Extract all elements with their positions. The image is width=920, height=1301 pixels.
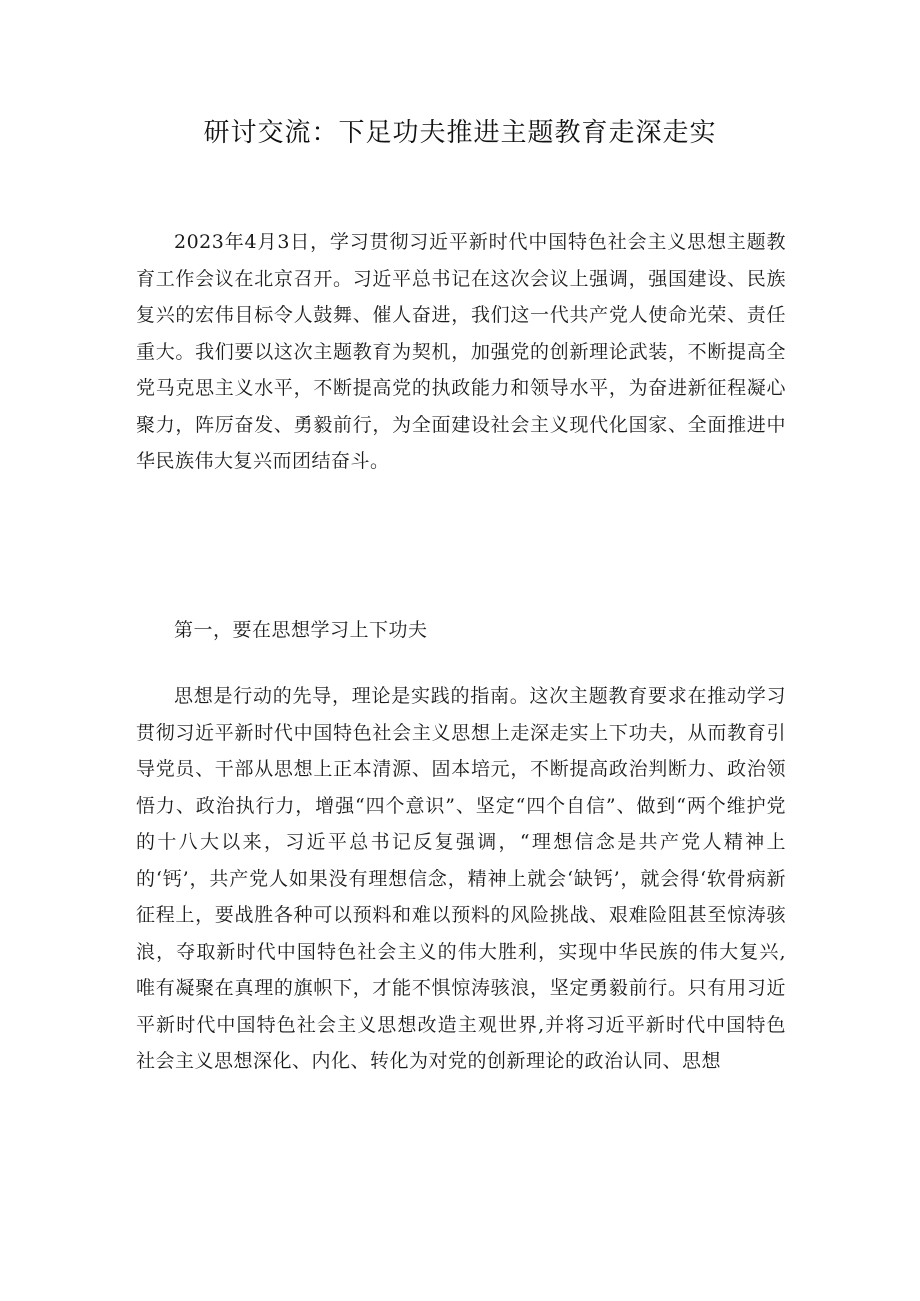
document-title: 研讨交流：下足功夫推进主题教育走深走实: [203, 118, 717, 148]
section-heading-thought-study: [136, 612, 786, 649]
paragraph-thought-study: [136, 678, 786, 1080]
paragraph-text: 2023年4月3日，学习贯彻习近平新时代中国特色社会主义思想主题教育工作会议在北京召开。习近平总书记在这次会议上强调，强国建设、民族复兴的宏伟目标令人鼓舞、催人奋进，我们这一代共产党人使命光荣、责任重大。我们要以这次主题教育为契机，加强党的创新理论武装，不断提高全党马克思主义水平，不断提高党的执政能力和领导水平，为奋进新征程凝心聚力，阵厉奋发、勇毅前行，为全面建设社会主义现代化国家、全面推进中华民族伟大复兴而团结奋斗。: [136, 231, 786, 472]
paragraph-intro: [136, 224, 786, 480]
paragraph-text: 思想是行动的先导，理论是实践的指南。这次主题教育要求在推动学习贯彻习近平新时代中国特色社会主义思想上走深走实上下功夫，从而教育引导党员、干部从思想上正本清源、固本培元，不断提高政治判断力、政治领悟力、政治执行力，增强“四个意识”、坚定“四个自信”、做到“两个维护党的十八大以来，习近平总书记反复强调，“理想信念是共产党人精神上的‘钙’，共产党人如果没有理想信念，精神上就会‘缺钙’，就会得‘软骨病新征程上，要战胜各种可以预料和难以预料的风险挑战、艰难险阻甚至惊涛骇浪，夺取新时代中国特色社会主义的伟大胜利，实现中华民族的伟大复兴,唯有凝聚在真理的旗帜下，才能不惧惊涛骇浪，坚定勇毅前行。只有用习近平新时代中国特色社会主义思想改造主观世界,并将习近平新时代中国特色社会主义思想深化、内化、转化为对党的创新理论的政治认同、思想: [136, 685, 786, 1072]
section-heading-text: 第一，要在思想学习上下功夫: [174, 619, 428, 641]
